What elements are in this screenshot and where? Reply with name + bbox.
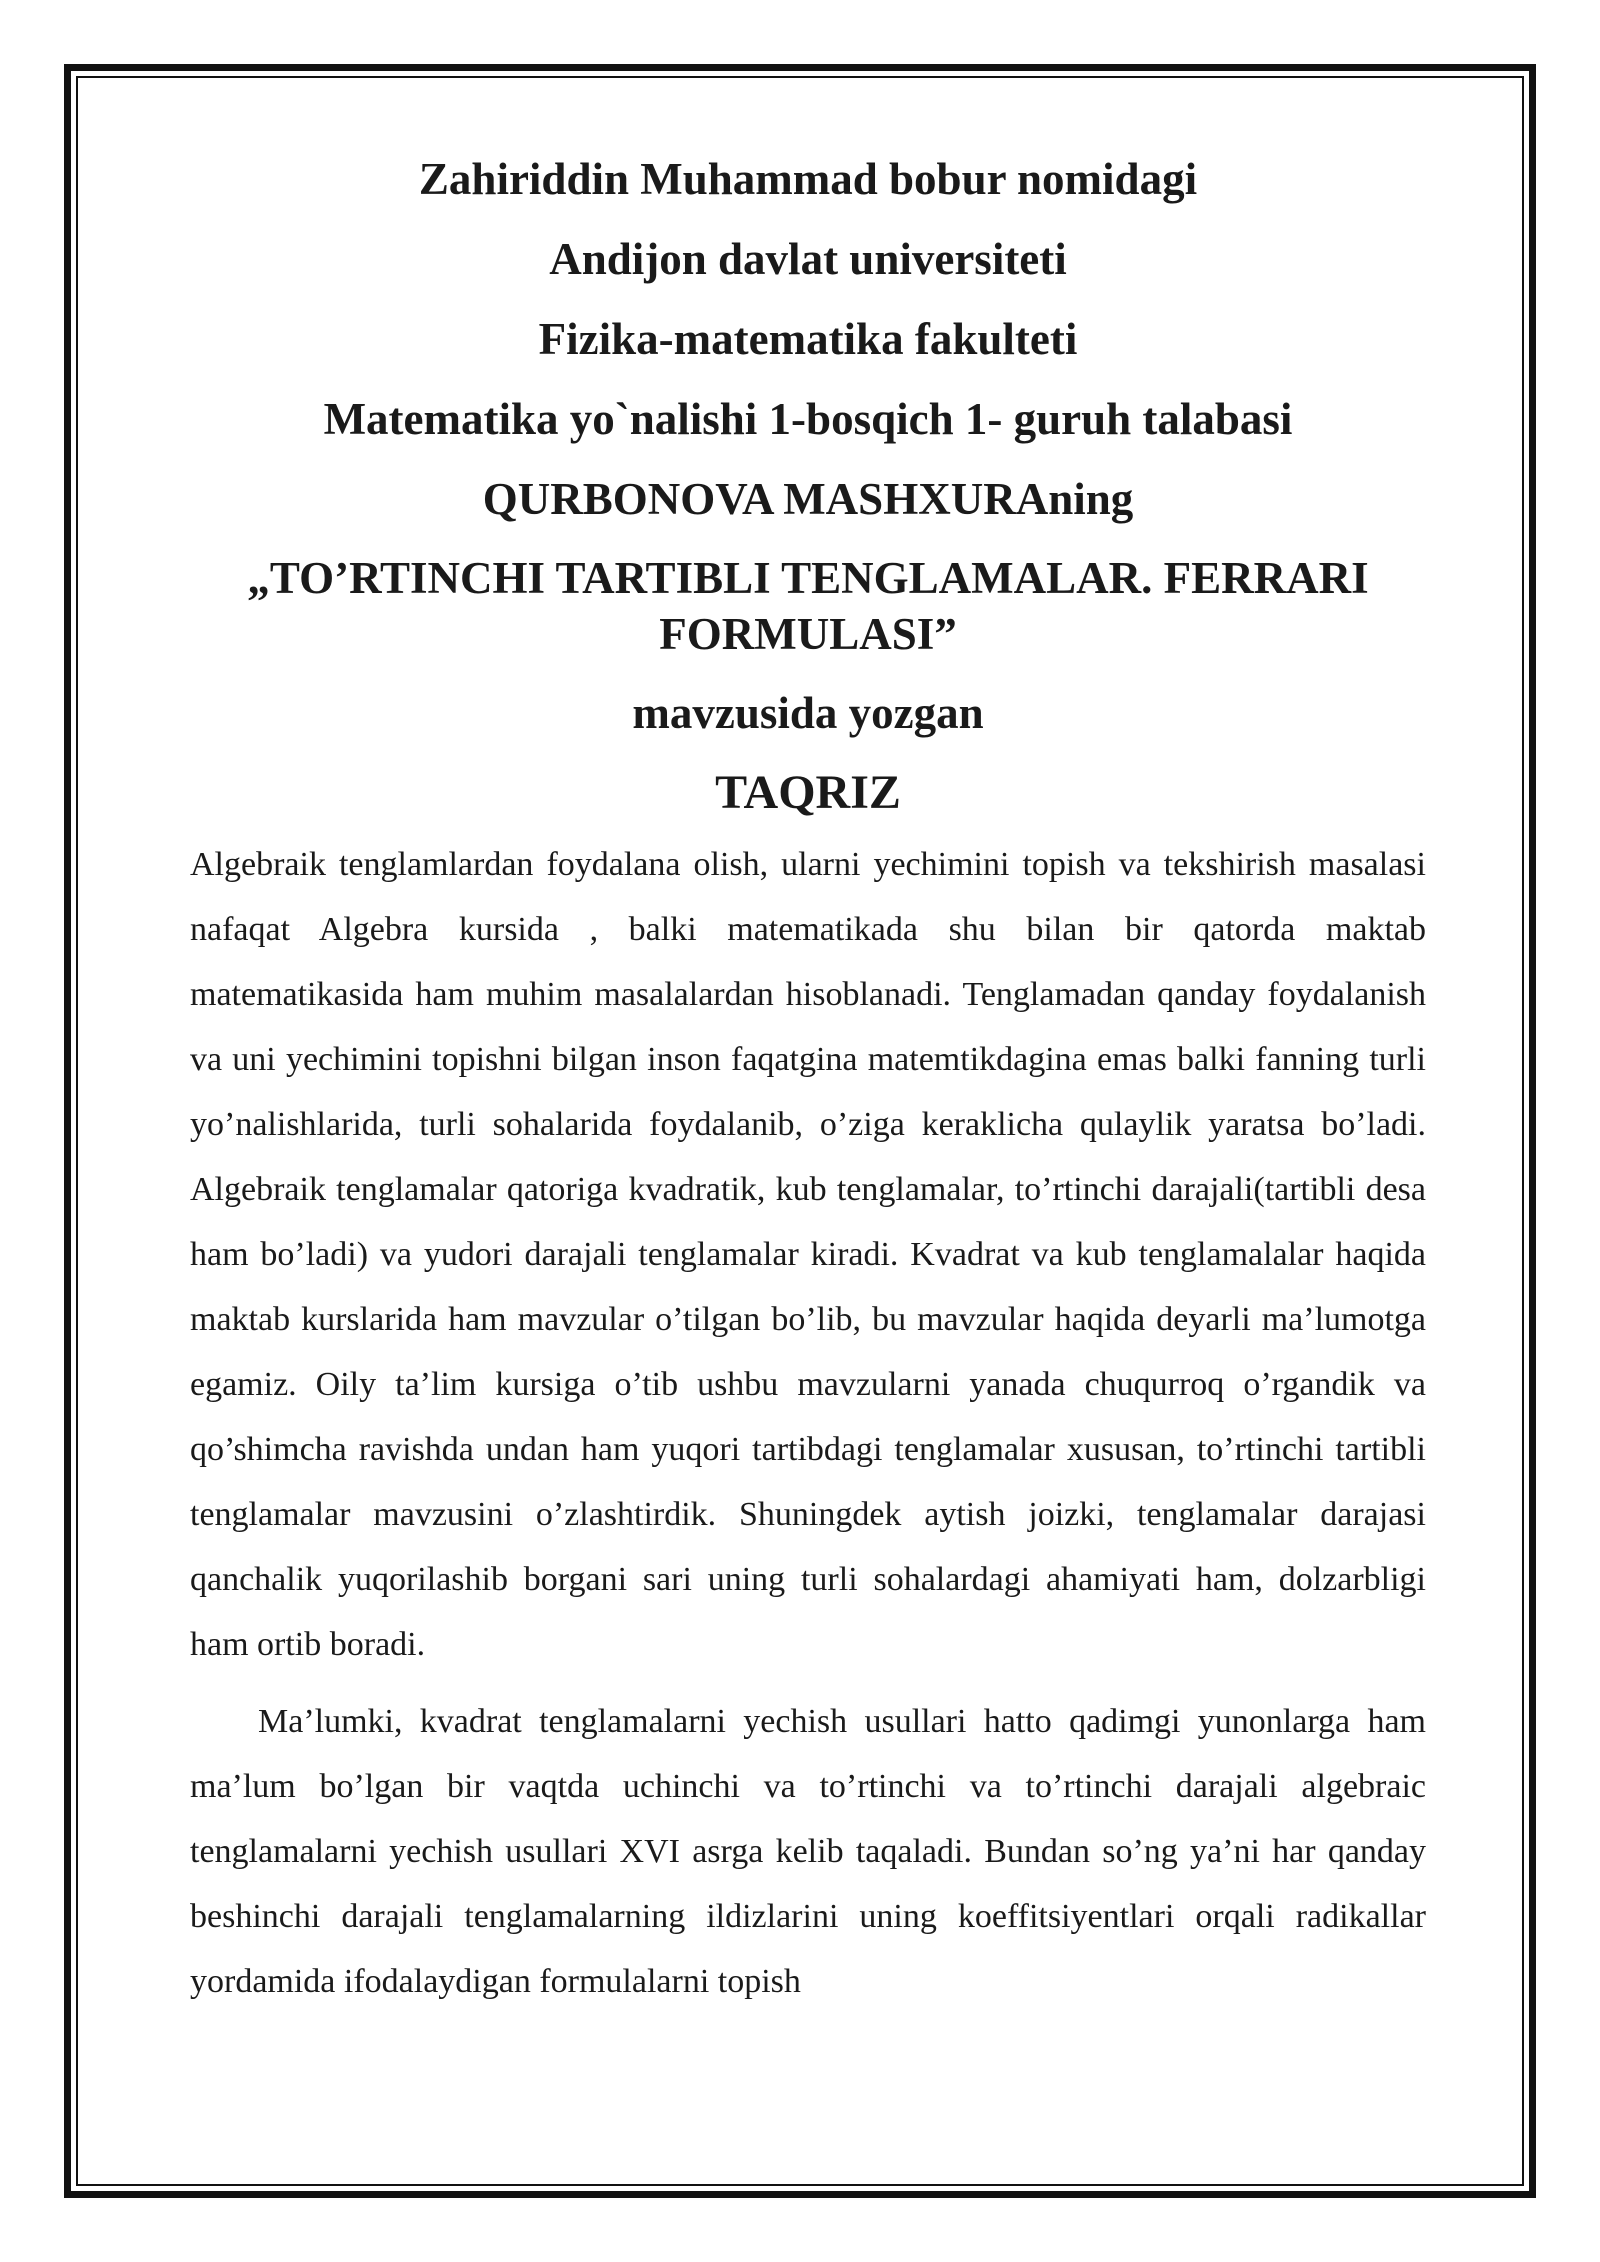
faculty-name: Fizika-matematika fakulteti [538, 314, 1078, 364]
topic-title: „TO’RTINCHI TARTIBLI TENGLAMALAR. FERRARI FORMULASI” [247, 553, 1369, 659]
university-founder-line: Zahiriddin Muhammad bobur nomidagi [418, 154, 1198, 204]
body-paragraph-2: Ma’lumki, kvadrat tenglamalarni yechish usullari hatto qadimgi yunonlarga ham ma’lum bo’lgan bir vaqtda uchinchi va to’rtinchi va to’rtinchi darajali algebraic tenglamalarni yechish usullari XVI asrga kelib taqaladi. Bundan so’ng ya’ni har qanday beshinchi darajali tenglamalarning ildizlarini uning koeffitsiyentlari orqali radikallar yordamida ifodalaydigan formulalarni topish [190, 1703, 1426, 2000]
student-program-line: Matematika yo`nalishi 1-bosqich 1- guruh talabasi [323, 394, 1293, 444]
university-name: Andijon davlat universiteti [549, 234, 1067, 284]
document-title: TAQRIZ [715, 766, 901, 819]
document-content [190, 150, 1426, 2014]
student-name: QURBONOVA MASHXURAning [482, 474, 1134, 524]
body-paragraph-1: Algebraik tenglamlardan foydalana olish, ularni yechimini topish va tekshirish masalasi nafaqat Algebra kursida , balki matematikada shu bilan bir qatorda maktab matematikasida ham muhim masalalardan hisoblanadi. Tenglamadan qanday foydalanish va uni yechimini topishni bilgan inson faqatgina matemtikdagina emas balki fanning turli yo’nalishlarida, turli sohalarida foydalanib, o’ziga keraklicha qulaylik yaratsa bo’ladi. Algebraik tenglamalar qatoriga kvadratik, kub tenglamalar, to’rtinchi darajali(tartibli desa ham bo’ladi) va yudori darajali tenglamalar kiradi. Kvadrat va kub tenglamalalar haqida maktab kurslarida ham mavzular o’tilgan bo’lib, bu mavzular haqida deyarli ma’lumotga egamiz. Oily ta’lim kursiga o’tib ushbu mavzularni yanada chuqurroq o’rgandik va qo’shimcha ravishda undan ham yuqori tartibdagi tenglamalar xususan, to’rtinchi tartibli tenglamalar mavzusini o’zlashtirdik. Shuningdek aytish joizki, tenglamalar darajasi qanchalik yuqorilashib borgani sari uning turli sohalardagi ahamiyati ham, dolzarbligi ham ortib boradi. [190, 846, 1426, 1663]
topic-written-line: mavzusida yozgan [632, 688, 984, 738]
